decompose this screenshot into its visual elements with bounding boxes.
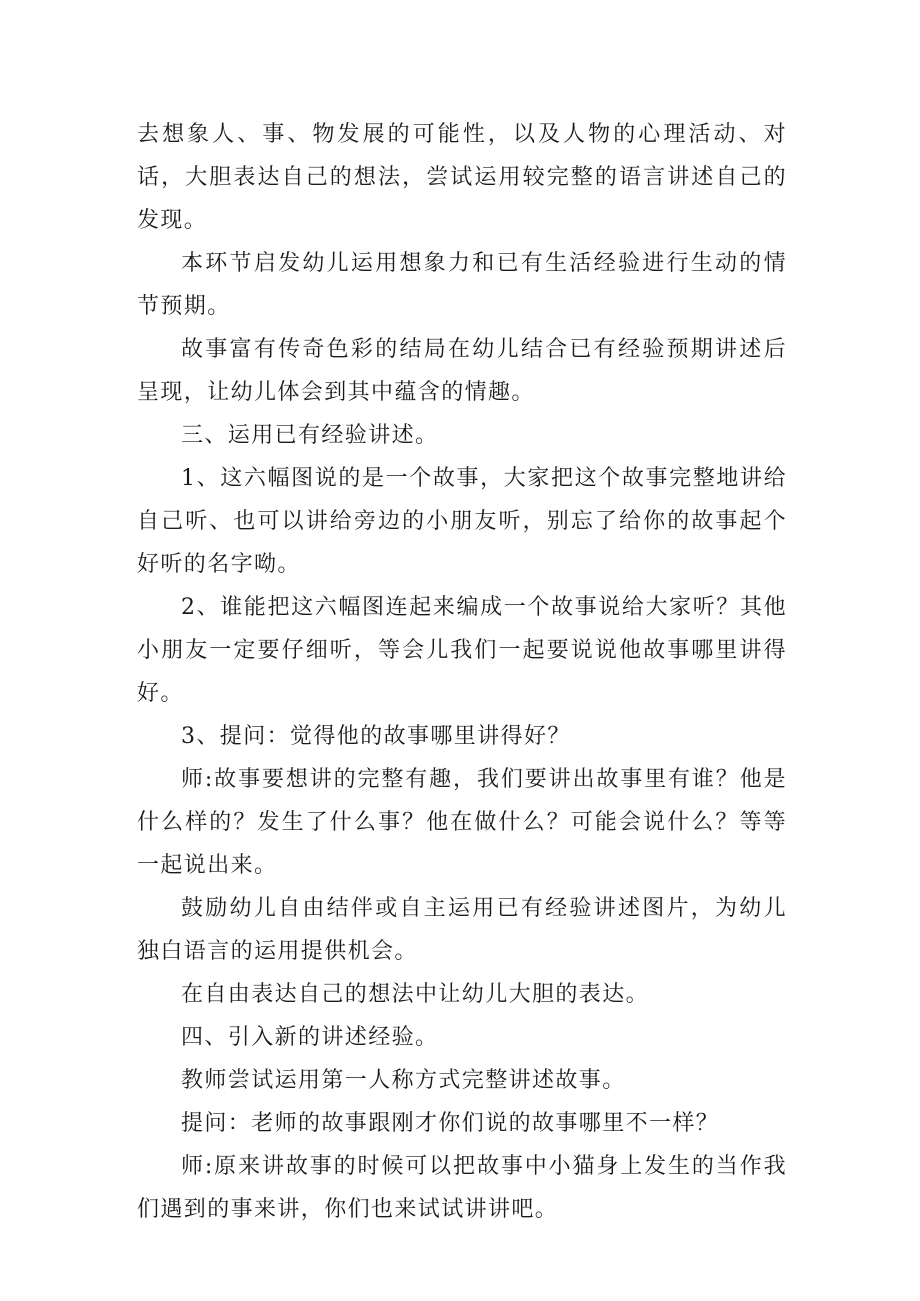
paragraph: 2、谁能把这六幅图连起来编成一个故事说给大家听？其他小朋友一定要仔细听，等会儿我们一起要说说他故事哪里讲得好。 <box>137 595 787 706</box>
paragraph: 教师尝试运用第一人称方式完整讲述故事。 <box>181 1068 626 1093</box>
paragraph: 去想象人、事、物发展的可能性，以及人物的心理活动、对话，大胆表达自己的想法，尝试运用较完整的语言讲述自己的发现。 <box>137 122 787 233</box>
paragraph: 师:原来讲故事的时候可以把故事中小猫身上发生的当作我们遇到的事来讲，你们也来试试讲讲吧。 <box>137 1154 787 1222</box>
section-heading: 四、引入新的讲述经验。 <box>181 1025 439 1050</box>
document-body <box>137 113 787 1231</box>
paragraph: 鼓励幼儿自由结伴或自主运用已有经验讲述图片，为幼儿独白语言的运用提供机会。 <box>137 896 787 964</box>
paragraph: 1、这六幅图说的是一个故事，大家把这个故事完整地讲给自己听、也可以讲给旁边的小朋友听，别忘了给你的故事起个好听的名字呦。 <box>137 466 787 577</box>
section-heading: 三、运用已有经验讲述。 <box>181 423 439 448</box>
paragraph: 3、提问：觉得他的故事哪里讲得好？ <box>181 724 571 749</box>
paragraph: 在自由表达自己的想法中让幼儿大胆的表达。 <box>181 982 650 1007</box>
paragraph: 师:故事要想讲的完整有趣，我们要讲出故事里有谁？他是什么样的？发生了什么事？他在做什么？可能会说什么？等等一起说出来。 <box>137 767 787 878</box>
paragraph: 提问：老师的故事跟刚才你们说的故事哪里不一样？ <box>181 1111 720 1136</box>
paragraph: 本环节启发幼儿运用想象力和已有生活经验进行生动的情节预期。 <box>137 251 787 319</box>
paragraph: 故事富有传奇色彩的结局在幼儿结合已有经验预期讲述后呈现，让幼儿体会到其中蕴含的情趣。 <box>137 337 787 405</box>
